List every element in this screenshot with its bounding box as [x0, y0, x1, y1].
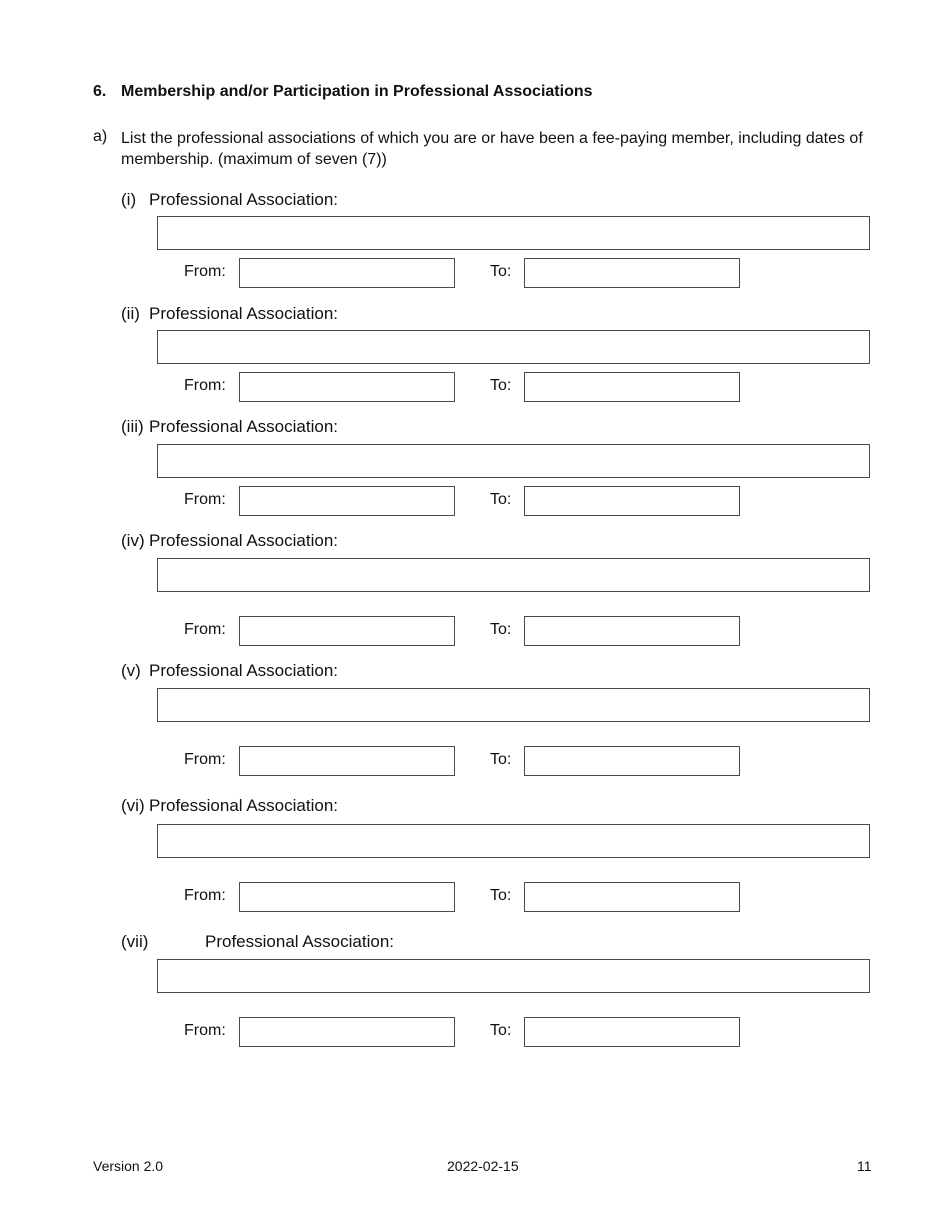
section-number: 6. — [93, 83, 107, 100]
association-input-2[interactable] — [157, 330, 870, 364]
to-date-input-1[interactable] — [524, 258, 740, 288]
association-input-5[interactable] — [157, 688, 870, 722]
item-number: (iv) — [121, 531, 145, 550]
from-label: From: — [184, 621, 226, 638]
from-date-input-3[interactable] — [239, 486, 455, 516]
question-text: List the professional associations of which you are or have been a fee-paying member, including dates of membership. (maximum of seven (7)) — [121, 130, 863, 168]
question-label: a) — [93, 128, 108, 145]
association-input-7[interactable] — [157, 959, 870, 993]
from-label: From: — [184, 751, 226, 768]
from-label: From: — [184, 377, 226, 394]
footer-date: 2022-02-15 — [447, 1158, 519, 1174]
association-input-4[interactable] — [157, 558, 870, 592]
item-number: (ii) — [121, 304, 140, 323]
to-label: To: — [490, 751, 512, 768]
to-date-input-7[interactable] — [524, 1017, 740, 1047]
to-label: To: — [490, 1022, 512, 1039]
association-label-6: (vi) Professional Association: — [121, 796, 338, 815]
association-label-3: (iii) Professional Association: — [121, 417, 338, 436]
item-number: (vii) — [121, 932, 149, 951]
from-label: From: — [184, 263, 226, 280]
item-number: (v) — [121, 661, 141, 680]
association-label-7: (vii) Professional Association: — [121, 932, 394, 951]
from-date-input-7[interactable] — [239, 1017, 455, 1047]
from-label: From: — [184, 1022, 226, 1039]
to-date-input-5[interactable] — [524, 746, 740, 776]
from-date-input-5[interactable] — [239, 746, 455, 776]
from-label: From: — [184, 491, 226, 508]
from-date-input-1[interactable] — [239, 258, 455, 288]
association-label-5: (v) Professional Association: — [121, 661, 338, 680]
from-date-input-6[interactable] — [239, 882, 455, 912]
association-label-1: (i) Professional Association: — [121, 190, 338, 209]
to-label: To: — [490, 377, 512, 394]
to-label: To: — [490, 263, 512, 280]
from-label: From: — [184, 887, 226, 904]
item-number: (i) — [121, 190, 137, 209]
association-label-4: (iv) Professional Association: — [121, 531, 338, 550]
to-date-input-3[interactable] — [524, 486, 740, 516]
section-title: Membership and/or Participation in Professional Associations — [121, 83, 593, 100]
item-number: (vi) — [121, 796, 145, 815]
association-input-1[interactable] — [157, 216, 870, 250]
association-label-2: (ii) Professional Association: — [121, 304, 338, 323]
footer-page-number: 11 — [857, 1158, 872, 1174]
to-date-input-4[interactable] — [524, 616, 740, 646]
item-number: (iii) — [121, 417, 144, 436]
to-label: To: — [490, 491, 512, 508]
section-heading — [93, 83, 593, 101]
to-date-input-6[interactable] — [524, 882, 740, 912]
from-date-input-2[interactable] — [239, 372, 455, 402]
association-input-6[interactable] — [157, 824, 870, 858]
from-date-input-4[interactable] — [239, 616, 455, 646]
to-label: To: — [490, 621, 512, 638]
footer-version: Version 2.0 — [93, 1158, 164, 1174]
association-input-3[interactable] — [157, 444, 870, 478]
to-date-input-2[interactable] — [524, 372, 740, 402]
to-label: To: — [490, 887, 512, 904]
